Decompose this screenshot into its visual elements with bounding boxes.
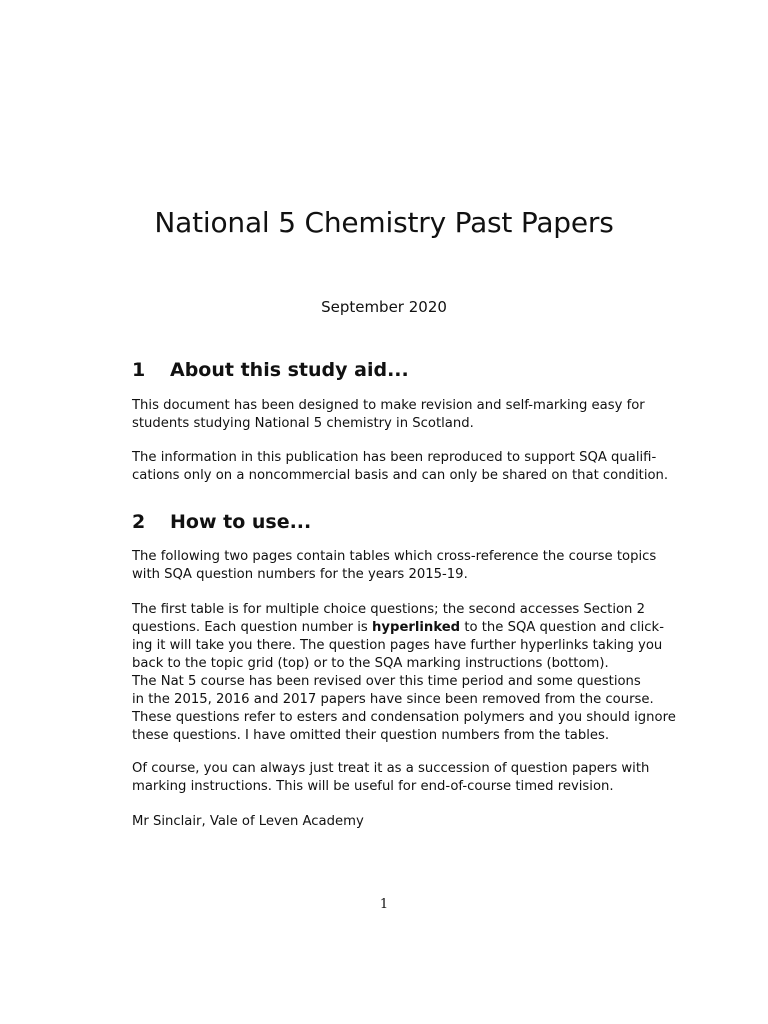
text-line: Of course, you can always just treat it as a succession of question papers with xyxy=(132,761,650,776)
section-2-paragraph-3 xyxy=(132,760,650,796)
text-line: these questions. I have omitted their question numbers from the tables. xyxy=(132,728,610,743)
page-number: 1 xyxy=(379,897,389,912)
document-date: September 2020 xyxy=(321,298,447,316)
section-1-heading xyxy=(132,359,409,381)
text-line: The Nat 5 course has been revised over this time period and some questions xyxy=(132,674,641,689)
text-line: students studying National 5 chemistry in Scotland. xyxy=(132,416,474,431)
text-line: This document has been designed to make revision and self-marking easy for xyxy=(132,398,645,413)
text-line: cations only on a noncommercial basis and can only be shared on that condition. xyxy=(132,468,669,483)
text-line: ing it will take you there. The question pages have further hyperlinks taking you xyxy=(132,638,663,653)
text-line-with-link xyxy=(132,619,664,637)
section-1-paragraph-1 xyxy=(132,397,645,433)
section-2-heading xyxy=(132,511,311,533)
text-line: The following two pages contain tables which cross-reference the course topics xyxy=(132,549,657,564)
text-line: The first table is for multiple choice questions; the second accesses Section 2 xyxy=(132,602,645,617)
text-line: The information in this publication has been reproduced to support SQA qualifi- xyxy=(132,450,657,465)
text-fragment: questions. Each question number is xyxy=(132,620,368,635)
hyperlinked-keyword: hyperlinked xyxy=(372,620,461,635)
section-1-paragraph-2 xyxy=(132,449,669,485)
text-line: in the 2015, 2016 and 2017 papers have since been removed from the course. xyxy=(132,692,654,707)
section-1-title: About this study aid... xyxy=(170,359,409,381)
text-line: These questions refer to esters and condensation polymers and you should ignore xyxy=(132,710,676,725)
text-line: back to the topic grid (top) or to the SQA marking instructions (bottom). xyxy=(132,656,609,671)
text-fragment: to the SQA question and click- xyxy=(464,620,664,635)
document-title: National 5 Chemistry Past Papers xyxy=(154,206,614,239)
text-line: Mr Sinclair, Vale of Leven Academy xyxy=(132,814,364,829)
section-2-paragraph-1 xyxy=(132,548,657,584)
section-2-paragraph-2 xyxy=(132,601,676,745)
author-signature xyxy=(132,813,634,831)
text-line: marking instructions. This will be useful for end-of-course timed revision. xyxy=(132,779,614,794)
section-1-number: 1 xyxy=(132,359,146,381)
section-2-title: How to use... xyxy=(170,511,312,533)
section-2-number: 2 xyxy=(132,511,146,533)
text-line: with SQA question numbers for the years 2015-19. xyxy=(132,567,468,582)
